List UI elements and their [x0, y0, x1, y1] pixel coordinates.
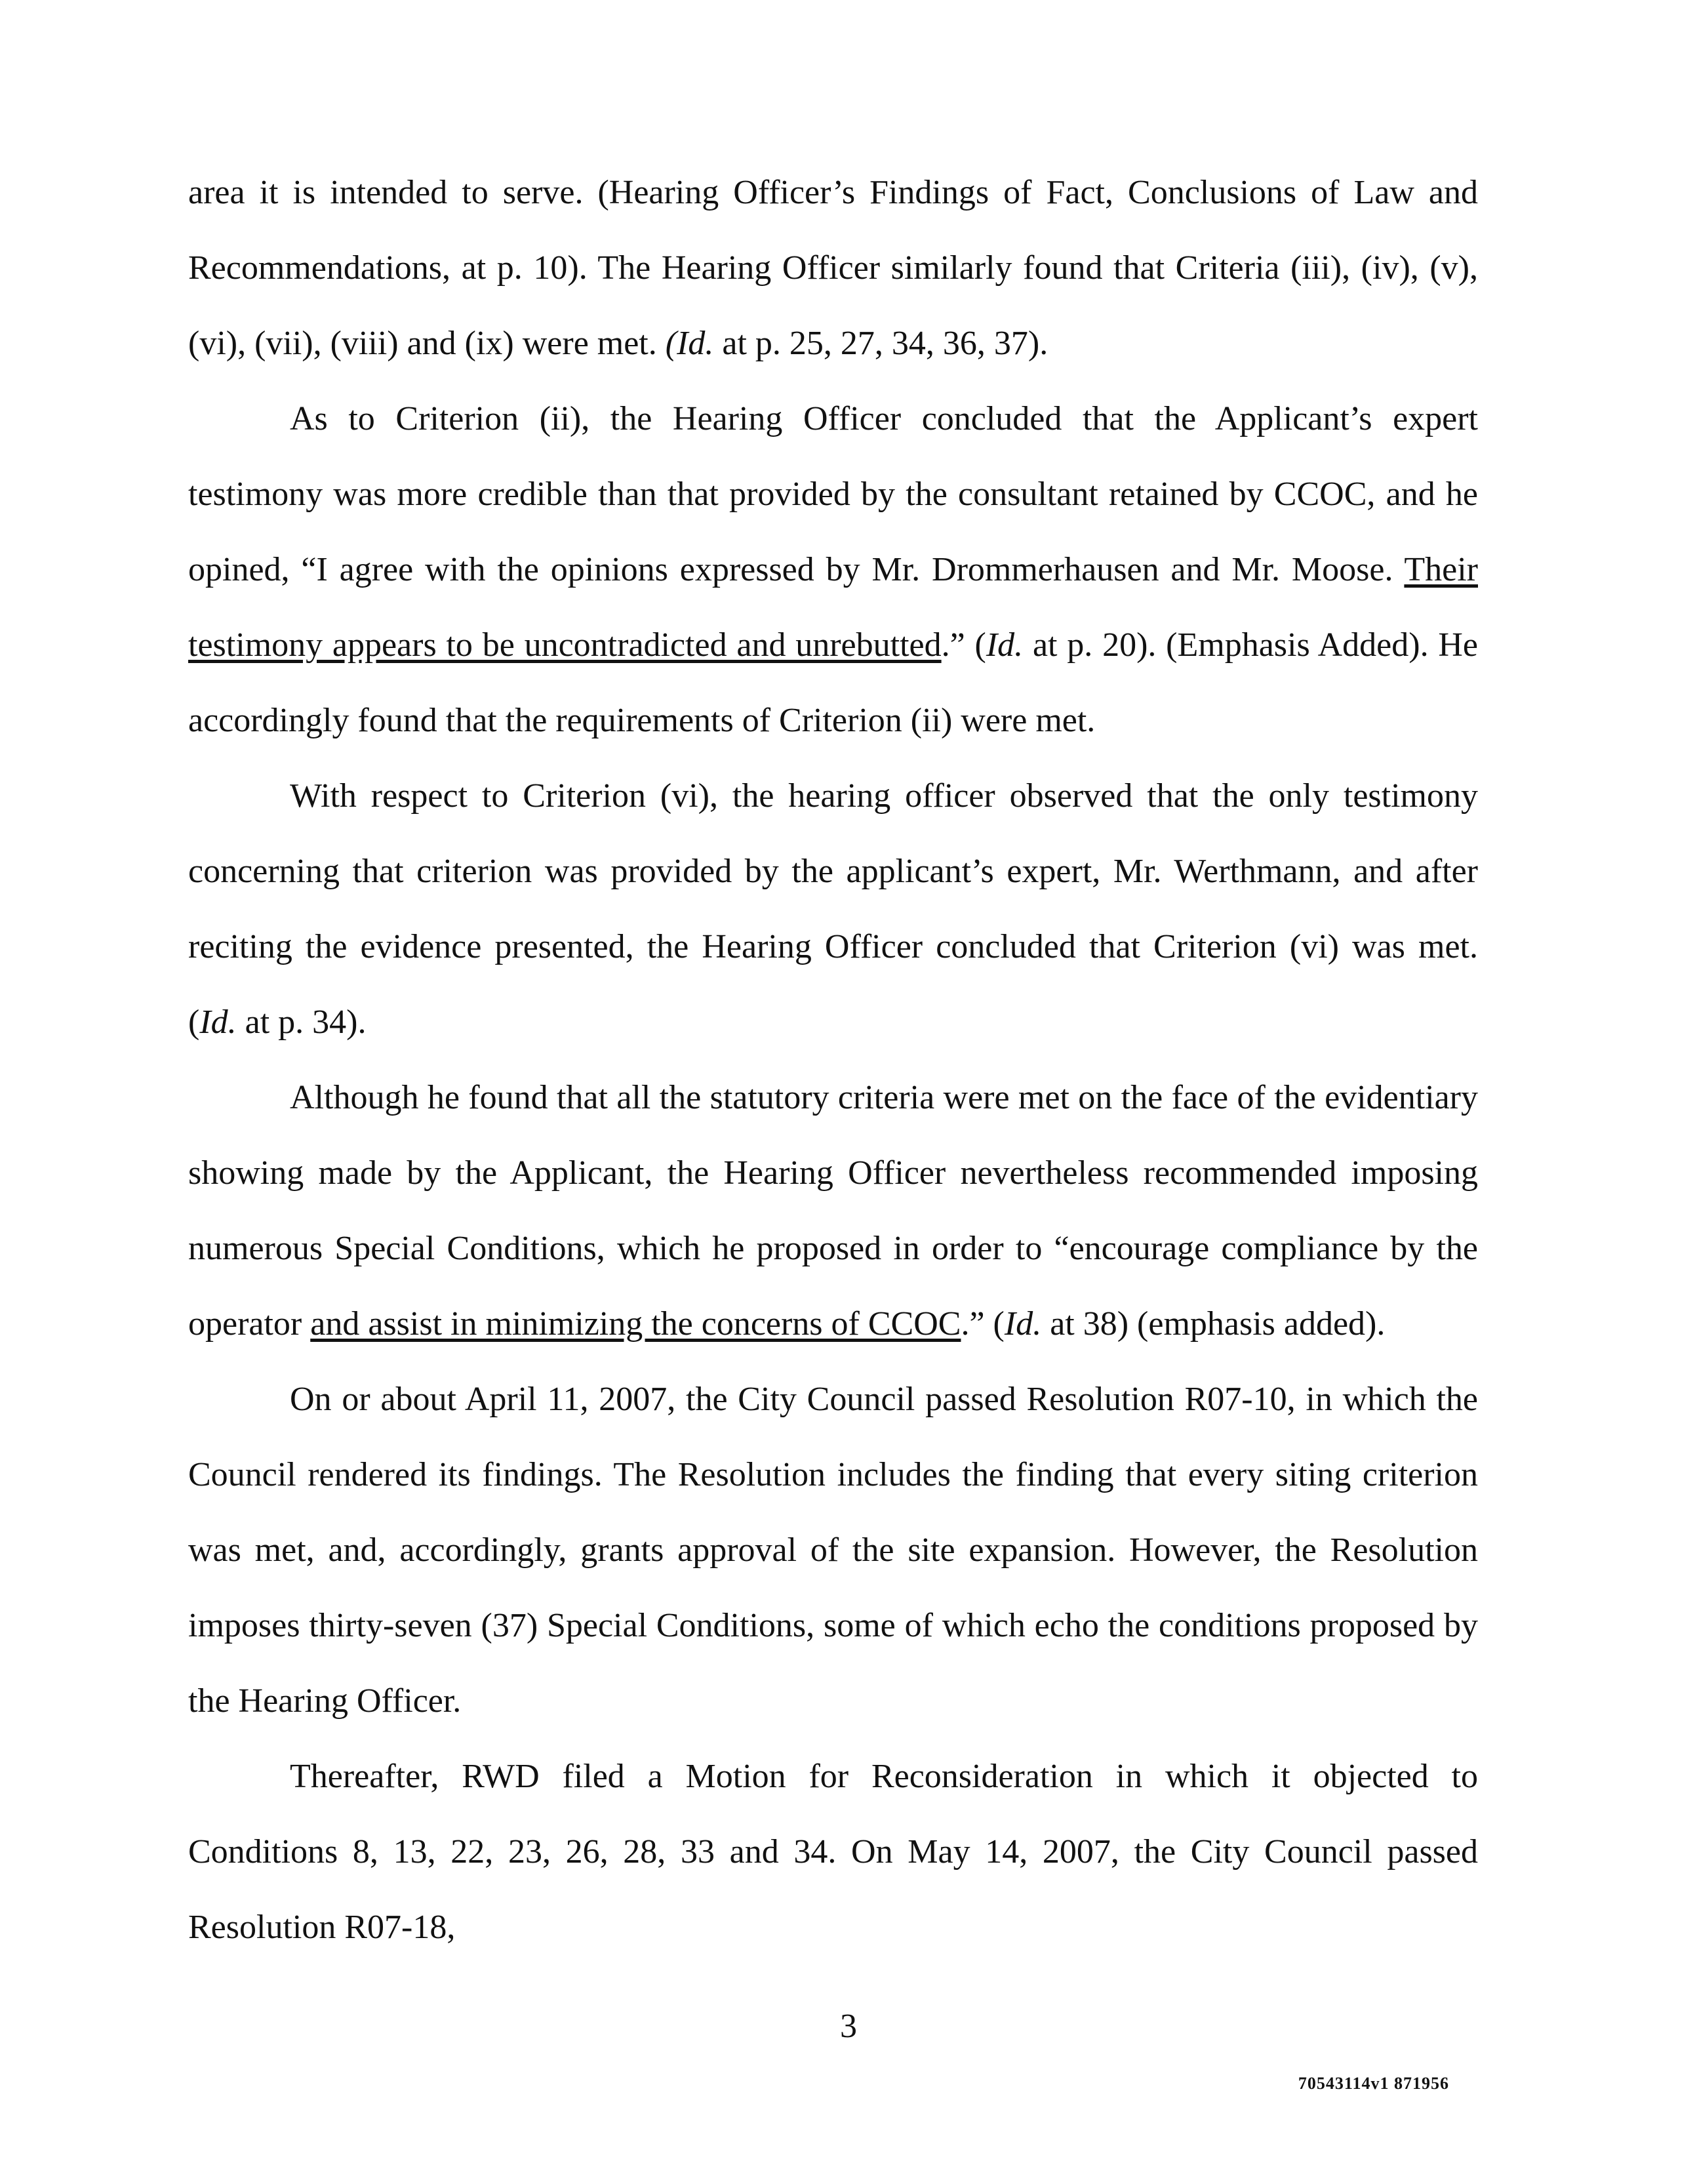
- body-text: [188, 155, 1478, 1965]
- text-segment: Thereafter, RWD filed a Motion for Reconsideration in which it objected to Conditions 8, 13, 22, 23, 26, 28, 33 and 34. On May 14, 2007, the City Council passed Resolution R07-18,: [188, 1758, 1478, 1946]
- text-segment: at p. 25, 27, 34, 36, 37).: [713, 325, 1048, 362]
- citation-italic: Id.: [199, 1003, 237, 1041]
- text-segment: area it is intended to serve. (Hearing Officer’s Findings of Fact, Conclusions of Law and Recommendations, at p. 10). The Hearing Officer similarly found that Criteria (iii), (iv), (v), (vi), (vii), (viii) and (ix) were met.: [188, 174, 1478, 362]
- page-number: 3: [840, 2008, 857, 2045]
- text-segment: .” (: [961, 1305, 1005, 1343]
- text-segment: .” (: [941, 626, 986, 664]
- paragraph: [188, 758, 1478, 1060]
- paragraph: [188, 1739, 1478, 1965]
- paragraph: [188, 381, 1478, 758]
- paragraph: [188, 1362, 1478, 1739]
- citation-italic: (Id.: [665, 325, 714, 362]
- text-segment: at 38) (emphasis added).: [1041, 1305, 1386, 1343]
- text-segment: at p. 34).: [236, 1003, 367, 1041]
- citation-italic: Id.: [1004, 1305, 1042, 1343]
- text-segment: at p. 20). (Emphasis Added). He accordingly found that the requirements of Criterion (ii) were met.: [188, 626, 1478, 739]
- text-segment: Although he found that all the statutory criteria were met on the face of the evidentiary showing made by the Applicant, the Hearing Officer nevertheless recommended imposing numerous Special Conditions, which he proposed in order to “encourage compliance by the operator: [188, 1079, 1478, 1343]
- text-segment: On or about April 11, 2007, the City Council passed Resolution R07-10, in which the Council rendered its findings. The Resolution includes the finding that every siting criterion was met, and, accordingly, grants approval of the site expansion. However, the Resolution imposes thirty-seven (37) Special Conditions, some of which echo the conditions proposed by the Hearing Officer.: [188, 1381, 1478, 1720]
- paragraph: [188, 1060, 1478, 1362]
- text-segment: With respect to Criterion (vi), the hearing officer observed that the only testimony concerning that criterion was provided by the applicant’s expert, Mr. Werthmann, and after reciting the evidence presented, the Hearing Officer concluded that Criterion (vi) was met. (: [188, 777, 1478, 1041]
- emphasis-underline: and assist in minimizing the concerns of CCOC: [310, 1305, 961, 1343]
- emphasis-underline: Their testimony appears to be uncontradicted and unrebutted: [188, 551, 1478, 664]
- citation-italic: Id.: [986, 626, 1024, 664]
- text-segment: As to Criterion (ii), the Hearing Officer concluded that the Applicant’s expert testimony was more credible than that provided by the consultant retained by CCOC, and he opined, “I agree with the opinions expressed by Mr. Drommerhausen and Mr. Moose.: [188, 400, 1478, 588]
- paragraph: [188, 155, 1478, 381]
- document-id: 70543114v1 871956: [1298, 2074, 1449, 2093]
